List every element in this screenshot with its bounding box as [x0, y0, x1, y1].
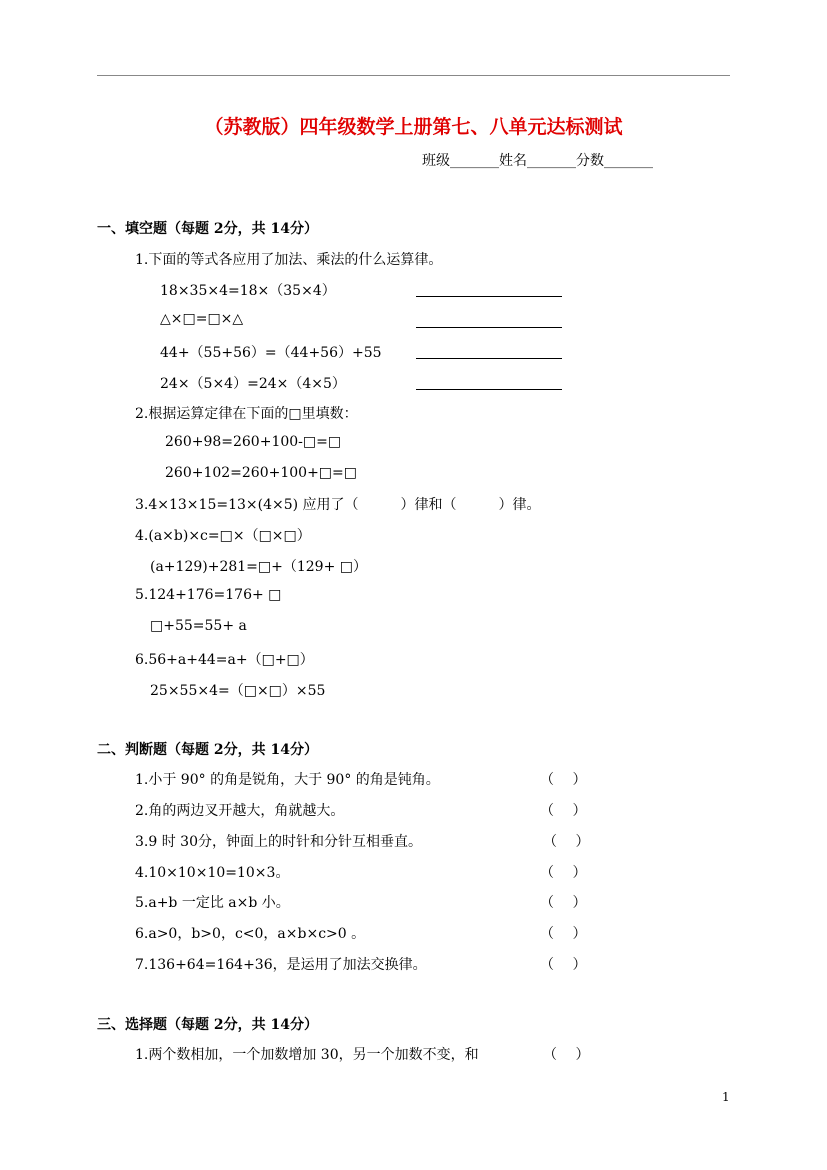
answer-bracket: （ ）	[540, 895, 587, 911]
s2-item: 6.a>0，b>0，c<0，a×b×c>0 。	[135, 926, 366, 942]
s1-q1-item: △×□=□×△	[160, 311, 244, 327]
s1-q1-item: 18×35×4=18×（35×4）	[160, 283, 336, 299]
s1-q2-prompt: 2.根据运算定律在下面的□里填数：	[135, 406, 358, 422]
s2-item: 3.9 时 30分，钟面上的时针和分针互相垂直。	[135, 834, 422, 850]
answer-line	[416, 327, 562, 328]
s1-q1-prompt: 1.下面的等式各应用了加法、乘法的什么运算律。	[135, 252, 443, 268]
s2-item: 1.小于 90° 的角是锐角，大于 90° 的角是钝角。	[135, 772, 440, 788]
s1-q5-line: □+55=55+ a	[150, 618, 247, 634]
s1-q6-line: 6.56+a+44=a+（□+□）	[135, 652, 314, 668]
header-rule	[97, 75, 730, 76]
answer-bracket: （ ）	[540, 957, 587, 973]
answer-line	[416, 358, 562, 359]
section1-heading: 一、填空题（每题 2分，共 14分）	[97, 221, 318, 237]
s2-item: 4.10×10×10=10×3。	[135, 865, 290, 881]
s3-q1: 1.两个数相加，一个加数增加 30，另一个加数不变，和	[135, 1047, 479, 1063]
answer-bracket: （ ）	[543, 1047, 590, 1063]
page-number: 1	[722, 1090, 730, 1104]
s1-q6-line: 25×55×4=（□×□）×55	[150, 683, 326, 699]
s1-q4-line: 4.(a×b)×c=□×（□×□）	[135, 528, 311, 544]
student-info: 班级_______姓名_______分数_______	[422, 153, 653, 169]
s1-q5-line: 5.124+176=176+ □	[135, 587, 282, 603]
s2-item: 7.136+64=164+36，是运用了加法交换律。	[135, 957, 427, 973]
answer-bracket: （ ）	[540, 926, 587, 942]
page-title: （苏教版）四年级数学上册第七、八单元达标测试	[204, 116, 623, 138]
s1-q4-line: (a+129)+281=□+（129+ □）	[150, 559, 367, 575]
answer-bracket: （ ）	[543, 834, 590, 850]
answer-bracket: （ ）	[540, 865, 587, 881]
s1-q3: 3.4×13×15=13×(4×5) 应用了（ ）律和（ ）律。	[135, 497, 541, 513]
s1-q1-item: 44+（55+56）=（44+56）+55	[160, 345, 382, 361]
s1-q2-item: 260+98=260+100-□=□	[165, 434, 342, 450]
answer-line	[416, 389, 562, 390]
answer-line	[416, 296, 562, 297]
s1-q1-item: 24×（5×4）=24×（4×5）	[160, 376, 346, 392]
s2-item: 2.角的两边叉开越大，角就越大。	[135, 803, 345, 819]
s2-item: 5.a+b 一定比 a×b 小。	[135, 895, 290, 911]
section2-heading: 二、判断题（每题 2分，共 14分）	[97, 742, 318, 758]
answer-bracket: （ ）	[540, 772, 587, 788]
answer-bracket: （ ）	[540, 803, 587, 819]
section3-heading: 三、选择题（每题 2分，共 14分）	[97, 1017, 318, 1033]
s1-q2-item: 260+102=260+100+□=□	[165, 465, 357, 481]
